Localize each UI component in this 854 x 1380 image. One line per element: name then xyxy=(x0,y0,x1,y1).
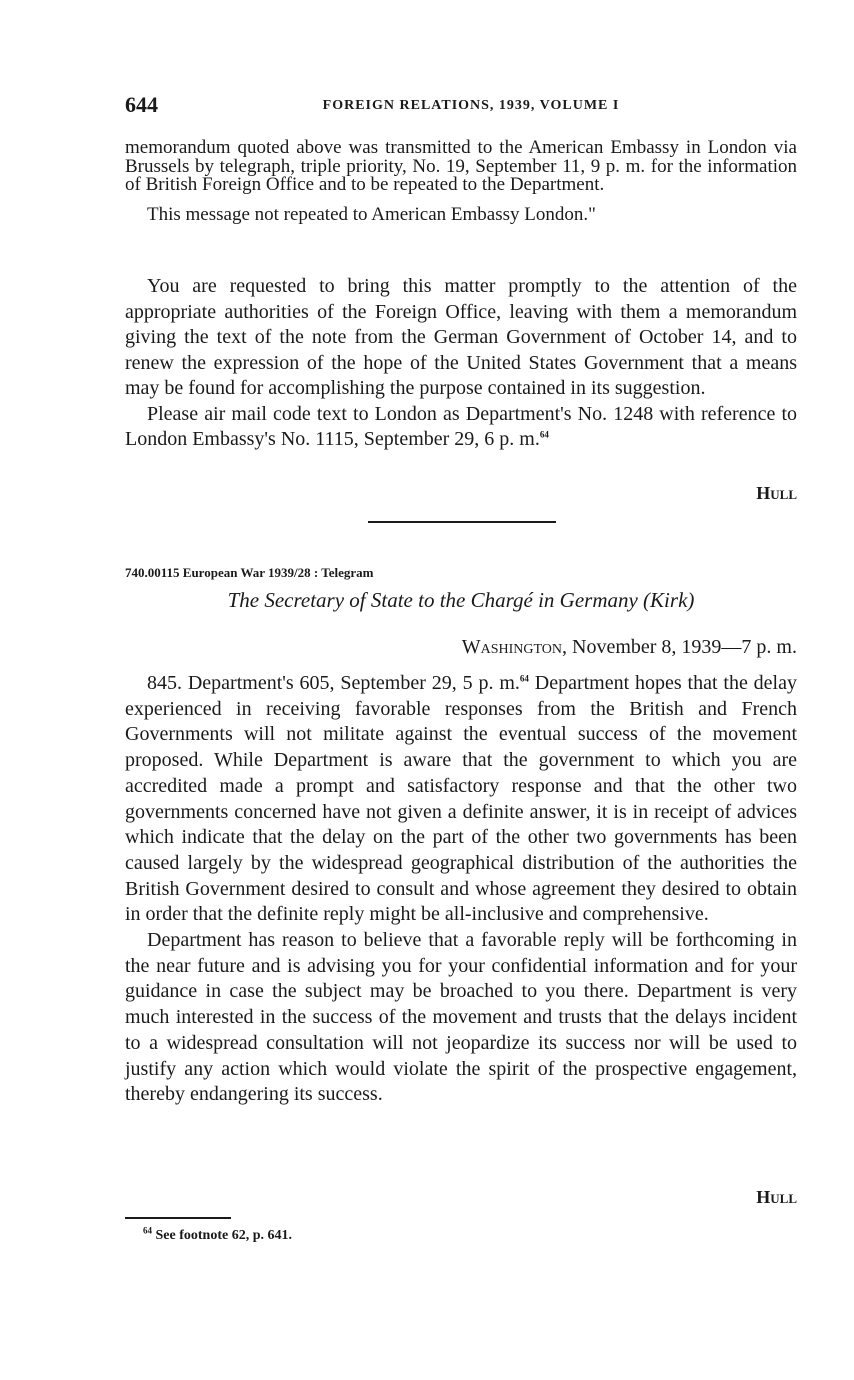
footnote-rule xyxy=(125,1217,231,1219)
quote-paragraph-2: This message not repeated to American Embassy London." xyxy=(147,203,596,225)
signature-hull-2: Hull xyxy=(756,1187,797,1207)
section-1-paragraph-2-text: Please air mail code text to London as Department's No. 1248 with reference to London Embassy's No. 1115, September 29, 6 p. m. xyxy=(125,402,797,450)
telegram-paragraph-2: Department has reason to believe that a favorable reply will be forthcoming in the near future and is advising you for your confidential information and for your guidance in case the subject may be broached to you there. Department is very much interested in the success of the movement and trusts that the delays incident to a widespread consultation will not jeopardize its success nor will be used to justify any action which would violate the spirit of the prospective engagement, thereby endangering its success. xyxy=(125,929,797,1106)
footnote-reference: 64 xyxy=(539,429,549,440)
footnote-text: See footnote 62, p. 641. xyxy=(152,1228,292,1243)
section-1-paragraph-1: You are requested to bring this matter promptly to the attention of the appropriate authorities of the Foreign Office, leaving with them a memorandum giving the text of the note from the German Government of October 14, and to renew the expression of the hope of the United States Government that a means may be found for accomplishing the purpose contained in its suggestion. xyxy=(125,275,797,399)
telegram-paragraph-1-start: 845. Department's 605, September 29, 5 p. m. xyxy=(147,672,520,694)
signature-hull-1: Hull xyxy=(756,483,797,503)
dateline-place: Washington xyxy=(461,636,563,658)
section-divider xyxy=(368,521,556,523)
document-title: The Secretary of State to the Chargé in Germany (Kirk) xyxy=(227,588,695,612)
dateline xyxy=(462,636,797,659)
dateline-date: , November 8, 1939—7 p. m. xyxy=(562,636,797,658)
telegram-paragraph-1-rest: Department hopes that the delay experienced in receiving favorable responses from the British and French Governments will not militate against the eventual success of the movement proposed. While Department is aware that the government to which you are accredited made a prompt and satisfactory response and that the other two governments concerned have not given a definite answer, it is in receipt of advices which indicate that the delay on the part of the other two governments has been caused largely by the widespread geographical distribution of the authorities the British Government desired to consult and whose agreement they desired to obtain in order that the definite reply might be all-inclusive and comprehensive. xyxy=(125,672,797,926)
quoted-memorandum xyxy=(125,139,797,225)
footnote-reference: 64 xyxy=(519,673,529,684)
section-1-body xyxy=(125,274,797,453)
footnote-mark: 64 xyxy=(143,1225,152,1236)
telegram-paragraph-1 xyxy=(125,671,797,928)
page-number: 644 xyxy=(125,92,158,117)
running-head: FOREIGN RELATIONS, 1939, VOLUME I xyxy=(322,98,620,113)
page-header xyxy=(125,92,797,122)
file-reference: 740.00115 European War 1939/28 : Telegram xyxy=(125,565,374,580)
section-1-paragraph-2 xyxy=(125,402,797,453)
telegram-body xyxy=(125,671,797,1108)
footnote xyxy=(143,1225,292,1244)
quote-paragraph-1: memorandum quoted above was transmitted to the American Embassy in London via Brussels by telegraph, triple priority, No. 19, September 11, 9 p. m. for the information of British Foreign Office and to be repeated to the Department. xyxy=(125,137,797,195)
